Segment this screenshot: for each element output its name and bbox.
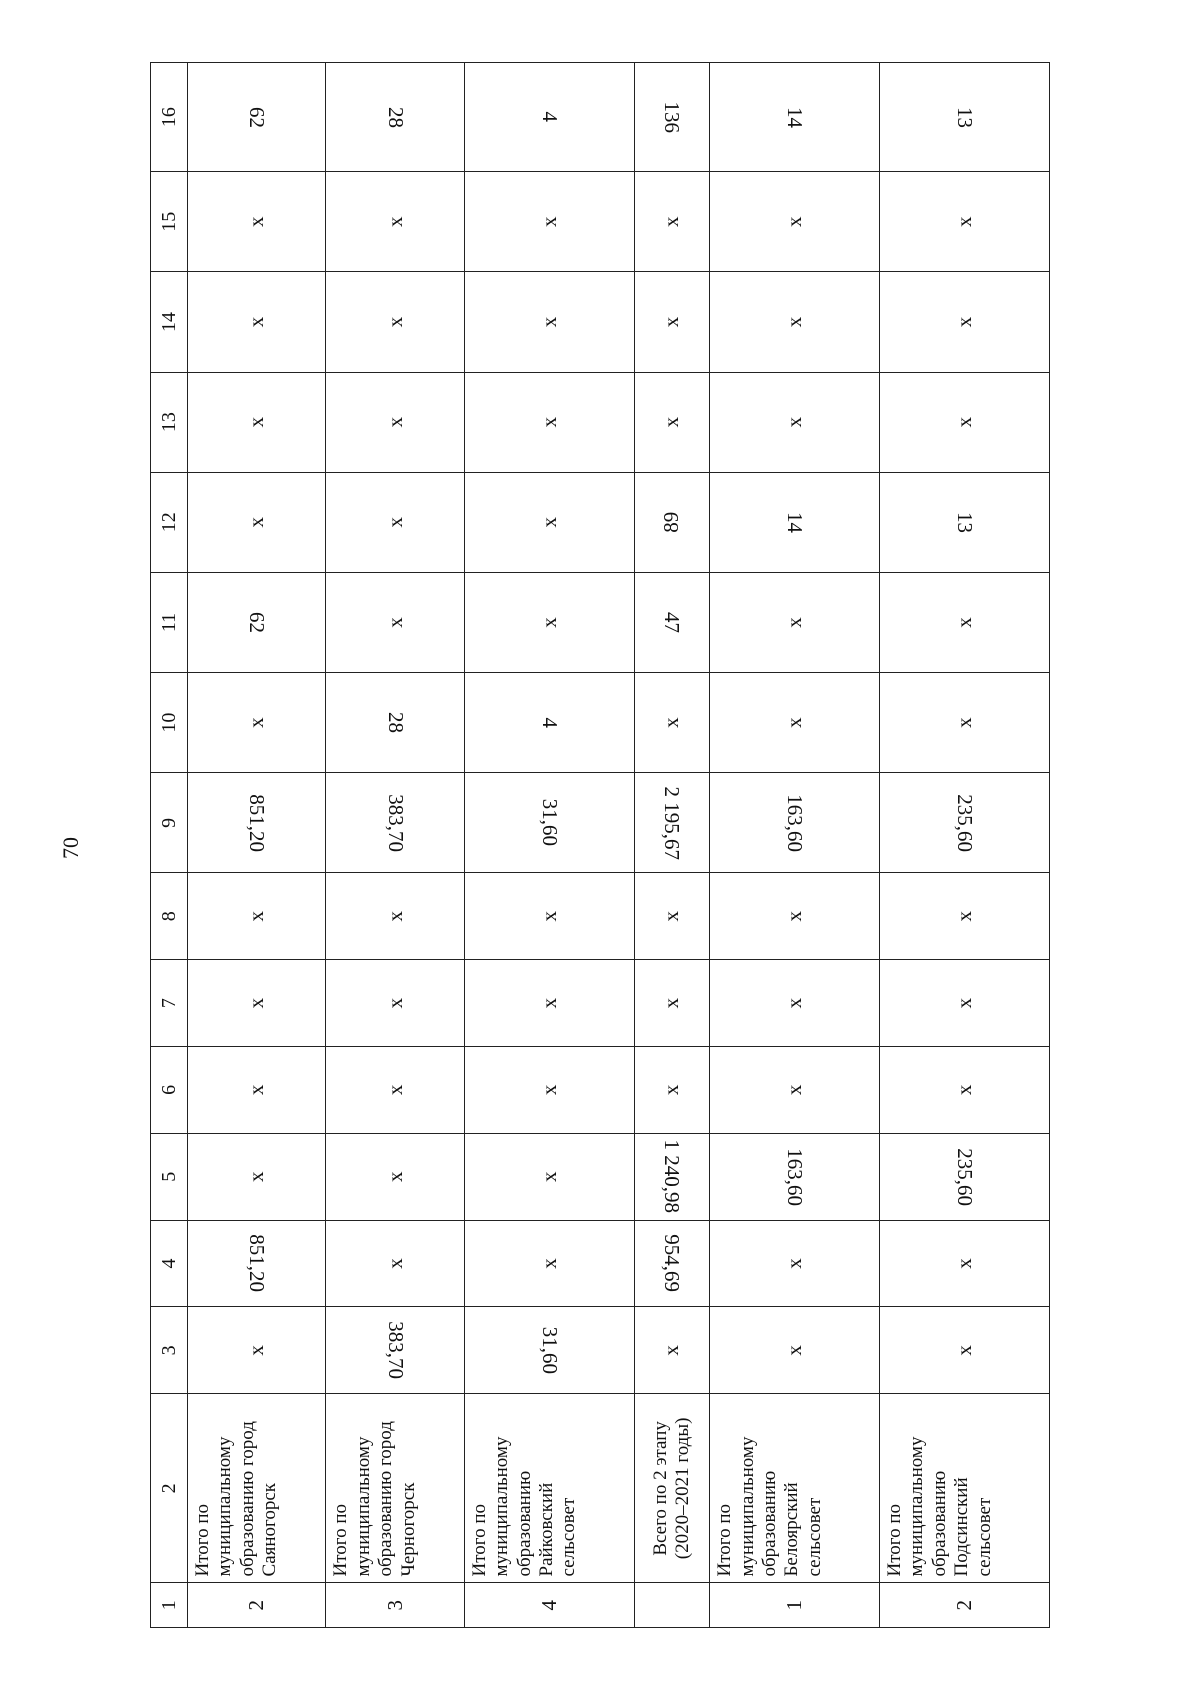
cell-value: x	[952, 997, 977, 1009]
cell-col-13	[880, 372, 1050, 472]
cell-col-11	[880, 572, 1050, 672]
cell-col-15	[710, 172, 880, 272]
cell-col-7	[880, 960, 1050, 1047]
cell-col-15	[188, 172, 326, 272]
cell-value: x	[659, 1345, 684, 1356]
cell-col-11	[634, 572, 710, 672]
cell-value: x	[782, 416, 807, 428]
row-name: Итого по муниципальному образованию Подсинский сельсовет	[880, 1394, 1050, 1583]
cell-value: 851,20	[245, 1234, 270, 1293]
cell-col-9	[880, 773, 1050, 873]
cell-value: x	[659, 1084, 684, 1096]
cell-value: x	[536, 1258, 561, 1269]
cell-col-3	[326, 1307, 464, 1394]
cell-col-3	[188, 1307, 326, 1394]
cell-col-8	[634, 873, 710, 960]
cell-value: x	[536, 416, 561, 428]
column-number-2: 2	[151, 1394, 188, 1583]
cell-col-15	[464, 172, 634, 272]
cell-col-8	[188, 873, 326, 960]
cell-col-12	[634, 472, 710, 572]
cell-col-6	[326, 1047, 464, 1134]
column-number-5: 5	[151, 1133, 188, 1220]
cell-value: 235,60	[953, 793, 978, 852]
cell-col-6	[710, 1047, 880, 1134]
cell-value: x	[659, 316, 684, 328]
column-number-12: 12	[151, 472, 188, 572]
column-number-1: 1	[151, 1583, 188, 1628]
page-number: 70	[58, 837, 83, 859]
cell-col-5	[464, 1133, 634, 1220]
cell-col-3	[880, 1307, 1050, 1394]
cell-value: 47	[660, 611, 685, 633]
cell-value: 383,70	[383, 1321, 408, 1380]
cell-col-11	[188, 572, 326, 672]
cell-value: x	[536, 911, 561, 922]
column-number-row	[151, 63, 188, 1628]
column-number-7: 7	[151, 960, 188, 1047]
cell-value: x	[659, 216, 684, 228]
cell-col-7	[634, 960, 710, 1047]
cell-value: 28	[383, 712, 408, 734]
column-number-4: 4	[151, 1220, 188, 1307]
cell-value: x	[536, 216, 561, 228]
cell-value: x	[782, 911, 807, 922]
cell-col-4	[188, 1220, 326, 1307]
data-table	[150, 62, 1050, 1628]
cell-col-3	[634, 1307, 710, 1394]
cell-value: x	[952, 1084, 977, 1096]
cell-value: x	[659, 911, 684, 922]
cell-col-7	[710, 960, 880, 1047]
cell-value: x	[782, 997, 807, 1009]
cell-col-8	[710, 873, 880, 960]
cell-col-10	[326, 673, 464, 773]
cell-col-5	[710, 1133, 880, 1220]
cell-value: x	[382, 617, 407, 628]
cell-value: 13	[953, 511, 978, 533]
cell-col-14	[880, 272, 1050, 372]
row-name: Итого по муниципальному образованию город Саяногорск	[188, 1394, 326, 1583]
table-row	[326, 63, 464, 1628]
table-row	[188, 63, 326, 1628]
row-name: Всего по 2 этапу (2020–2021 годы)	[634, 1394, 710, 1583]
cell-col-8	[464, 873, 634, 960]
cell-value: x	[244, 997, 269, 1009]
cell-col-8	[326, 873, 464, 960]
cell-col-6	[464, 1047, 634, 1134]
cell-col-16	[188, 63, 326, 172]
cell-value: x	[244, 1171, 269, 1182]
cell-col-12	[464, 472, 634, 572]
row-index: 4	[464, 1583, 634, 1628]
cell-col-12	[326, 472, 464, 572]
cell-value: x	[382, 1084, 407, 1096]
cell-value: x	[659, 997, 684, 1009]
cell-col-9	[326, 773, 464, 873]
cell-value: 62	[245, 611, 270, 633]
cell-value: 1 240,98	[660, 1139, 685, 1214]
cell-value: 31,60	[537, 1326, 562, 1374]
cell-col-5	[634, 1133, 710, 1220]
column-number-9: 9	[151, 773, 188, 873]
cell-col-16	[710, 63, 880, 172]
row-index: 3	[326, 1583, 464, 1628]
cell-value: 28	[383, 106, 408, 128]
cell-value: x	[382, 911, 407, 922]
column-number-14: 14	[151, 272, 188, 372]
cell-value: x	[952, 216, 977, 228]
cell-col-13	[710, 372, 880, 472]
row-name: Итого по муниципальному образованию город Черногорск	[326, 1394, 464, 1583]
cell-col-16	[634, 63, 710, 172]
cell-value: x	[536, 1171, 561, 1182]
cell-value: x	[382, 216, 407, 228]
cell-col-9	[710, 773, 880, 873]
cell-value: 235,60	[953, 1147, 978, 1206]
cell-value: x	[782, 216, 807, 228]
cell-col-10	[634, 673, 710, 773]
cell-value: x	[382, 517, 407, 528]
cell-col-10	[464, 673, 634, 773]
table-row	[710, 63, 880, 1628]
cell-col-10	[710, 673, 880, 773]
cell-value: 163,60	[783, 793, 808, 852]
cell-col-8	[880, 873, 1050, 960]
table-row	[464, 63, 634, 1628]
column-number-11: 11	[151, 572, 188, 672]
cell-col-16	[880, 63, 1050, 172]
cell-value: x	[952, 316, 977, 328]
cell-col-11	[710, 572, 880, 672]
cell-value: x	[244, 717, 269, 728]
column-number-13: 13	[151, 372, 188, 472]
cell-col-5	[326, 1133, 464, 1220]
cell-value: x	[782, 1345, 807, 1356]
row-name: Итого по муниципальному образованию Белоярский сельсовет	[710, 1394, 880, 1583]
cell-col-14	[188, 272, 326, 372]
cell-value: x	[244, 911, 269, 922]
cell-value: x	[952, 1345, 977, 1356]
cell-col-13	[634, 372, 710, 472]
column-number-8: 8	[151, 873, 188, 960]
cell-col-4	[326, 1220, 464, 1307]
cell-value: 14	[783, 106, 808, 128]
cell-col-15	[634, 172, 710, 272]
row-index	[634, 1583, 710, 1628]
cell-col-9	[188, 773, 326, 873]
cell-col-12	[710, 472, 880, 572]
cell-col-14	[464, 272, 634, 372]
cell-col-16	[326, 63, 464, 172]
cell-value: x	[382, 1171, 407, 1182]
cell-col-15	[880, 172, 1050, 272]
row-index: 2	[188, 1583, 326, 1628]
cell-value: 31,60	[537, 799, 562, 847]
table-body	[188, 63, 1050, 1628]
cell-col-11	[464, 572, 634, 672]
cell-col-15	[326, 172, 464, 272]
row-index: 1	[710, 1583, 880, 1628]
row-index: 2	[880, 1583, 1050, 1628]
cell-col-3	[464, 1307, 634, 1394]
cell-value: 383,70	[383, 793, 408, 852]
cell-col-13	[188, 372, 326, 472]
cell-col-13	[464, 372, 634, 472]
cell-value: x	[536, 1084, 561, 1096]
cell-col-12	[188, 472, 326, 572]
cell-value: x	[536, 997, 561, 1009]
cell-value: x	[382, 416, 407, 428]
cell-value: x	[244, 517, 269, 528]
cell-col-6	[188, 1047, 326, 1134]
cell-value: 4	[537, 717, 562, 728]
cell-col-12	[880, 472, 1050, 572]
cell-value: x	[782, 1258, 807, 1269]
cell-col-5	[188, 1133, 326, 1220]
cell-value: x	[382, 316, 407, 328]
cell-value: x	[782, 717, 807, 728]
table-row	[634, 63, 710, 1628]
cell-value: x	[782, 617, 807, 628]
cell-col-11	[326, 572, 464, 672]
cell-value: x	[382, 997, 407, 1009]
cell-value: x	[782, 1084, 807, 1096]
cell-col-14	[326, 272, 464, 372]
cell-value: x	[952, 416, 977, 428]
rotated-table-sheet	[150, 62, 1050, 1628]
column-number-10: 10	[151, 673, 188, 773]
cell-value: 2 195,67	[660, 786, 685, 860]
cell-col-7	[188, 960, 326, 1047]
cell-col-3	[710, 1307, 880, 1394]
cell-value: 89	[659, 511, 684, 533]
cell-value: x	[244, 416, 269, 428]
cell-value: 954,69	[660, 1234, 685, 1293]
cell-col-4	[710, 1220, 880, 1307]
cell-value: x	[659, 717, 684, 728]
cell-value: x	[244, 216, 269, 228]
row-name: Итого по муниципальному образованию Райковский сельсовет	[464, 1394, 634, 1583]
cell-value: x	[952, 717, 977, 728]
cell-value: 851,20	[245, 793, 270, 852]
cell-col-6	[880, 1047, 1050, 1134]
cell-col-10	[188, 673, 326, 773]
cell-value: x	[952, 911, 977, 922]
cell-value: 4	[537, 111, 562, 123]
cell-col-14	[710, 272, 880, 372]
cell-col-7	[464, 960, 634, 1047]
column-number-15: 15	[151, 172, 188, 272]
cell-col-9	[634, 773, 710, 873]
table-row	[880, 63, 1050, 1628]
cell-value: x	[244, 1084, 269, 1096]
cell-value: 13	[953, 106, 978, 128]
cell-value: x	[536, 517, 561, 528]
cell-value: x	[536, 617, 561, 628]
cell-col-16	[464, 63, 634, 172]
cell-col-4	[880, 1220, 1050, 1307]
cell-value: x	[244, 316, 269, 328]
cell-value: 136	[660, 101, 685, 133]
column-number-3: 3	[151, 1307, 188, 1394]
cell-value: 163,60	[783, 1147, 808, 1206]
cell-col-6	[634, 1047, 710, 1134]
cell-col-10	[880, 673, 1050, 773]
cell-col-9	[464, 773, 634, 873]
cell-value: x	[952, 1258, 977, 1269]
cell-value: x	[382, 1258, 407, 1269]
cell-value: x	[659, 416, 684, 428]
cell-value: 62	[245, 106, 270, 128]
cell-value: 14	[783, 511, 808, 533]
cell-col-4	[634, 1220, 710, 1307]
cell-value: x	[782, 316, 807, 328]
cell-col-14	[634, 272, 710, 372]
cell-value: x	[952, 617, 977, 628]
cell-value: x	[244, 1345, 269, 1356]
cell-col-7	[326, 960, 464, 1047]
column-number-16: 16	[151, 63, 188, 172]
cell-col-4	[464, 1220, 634, 1307]
cell-col-5	[880, 1133, 1050, 1220]
column-number-6: 6	[151, 1047, 188, 1134]
cell-value: x	[536, 316, 561, 328]
cell-col-13	[326, 372, 464, 472]
